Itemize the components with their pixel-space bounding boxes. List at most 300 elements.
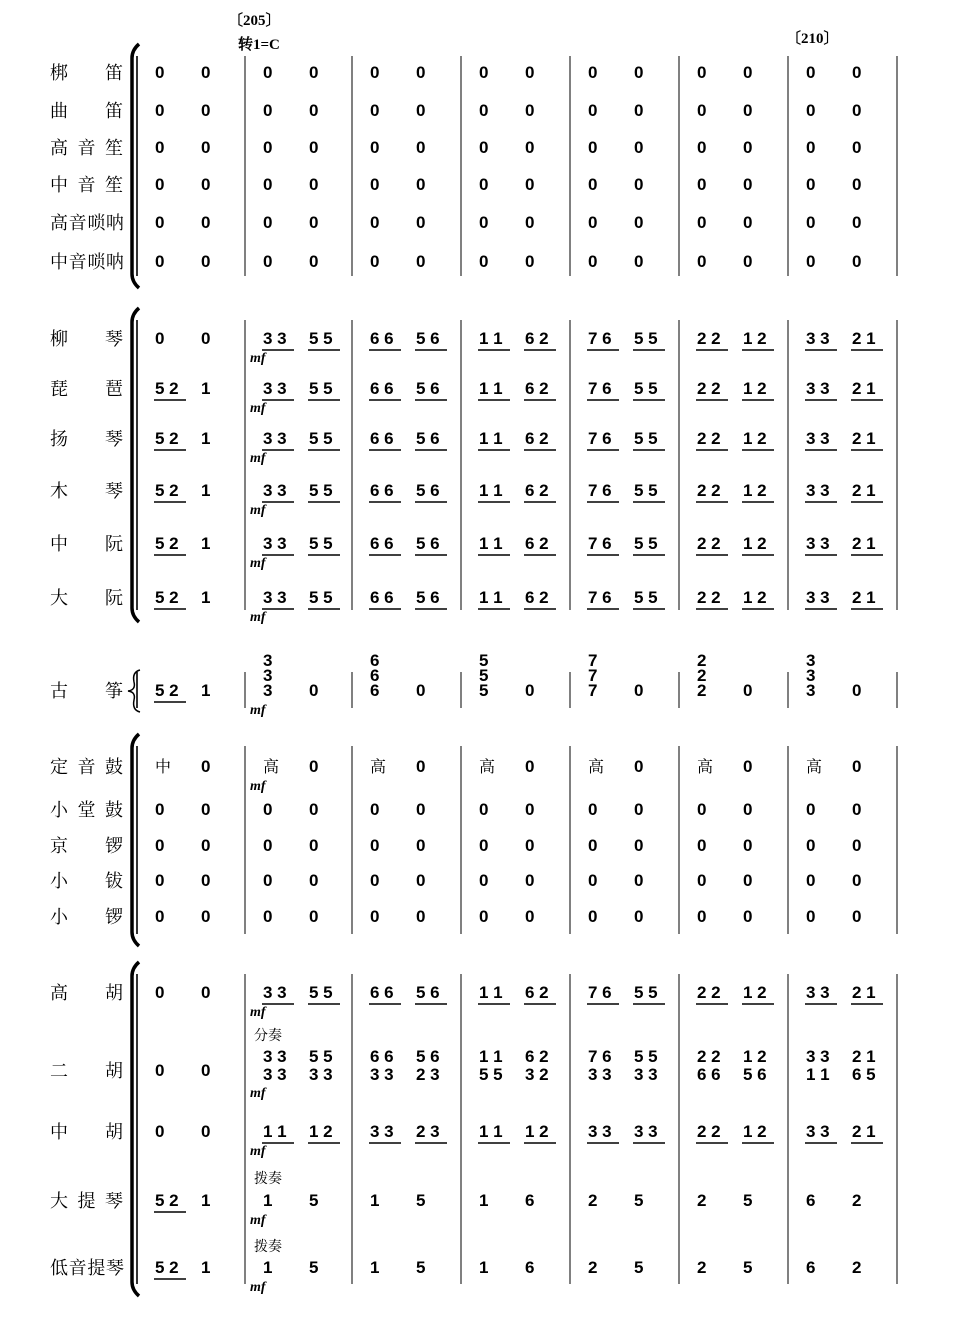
note-bangdi-13: 0 <box>852 63 862 82</box>
note-jingluo-4: 0 <box>370 836 380 855</box>
note-gaoyin-suona-10: 0 <box>697 213 707 232</box>
note-zhongyin-suona-12: 0 <box>806 252 816 271</box>
note-xiaoluo-12: 0 <box>806 907 816 926</box>
note-xiaobo-11: 0 <box>743 871 753 890</box>
note-bangdi-8: 0 <box>588 63 598 82</box>
note-gaoyin-sheng-10: 0 <box>697 138 707 157</box>
note-qudi-5: 0 <box>416 101 426 120</box>
note-pipa-3: 5 5 <box>309 379 333 398</box>
note-xiaotanggu-2: 0 <box>263 800 273 819</box>
note-zhongyin-sheng-6: 0 <box>479 175 489 194</box>
note-erhu-lower-13: 6 5 <box>852 1065 876 1084</box>
note-datiqin-11: 5 <box>743 1191 753 1210</box>
note-bangdi-7: 0 <box>525 63 535 82</box>
note-gaohu-8: 7 6 <box>588 983 612 1002</box>
note-gaoyin-sheng-7: 0 <box>525 138 535 157</box>
note-erhu-13: 2 1 <box>852 1047 876 1066</box>
chord-note-guzheng-6-1: 5 <box>479 666 489 685</box>
note-erhu-4: 6 6 <box>370 1047 394 1066</box>
note-pipa-1: 1 <box>201 379 211 398</box>
note-daruan-6: 1 1 <box>479 588 503 607</box>
note-erhu-8: 7 6 <box>588 1047 612 1066</box>
note-gaohu-9: 5 5 <box>634 983 658 1002</box>
instrument-name-gaoyin-suona: 高音唢呐 <box>50 213 124 233</box>
note-gaoyin-suona-1: 0 <box>201 213 211 232</box>
note-liuqin-7: 6 2 <box>525 329 549 348</box>
note-erhu-12: 3 3 <box>806 1047 830 1066</box>
chord-note-guzheng-8-0: 7 <box>588 651 598 670</box>
note-xiaoluo-11: 0 <box>743 907 753 926</box>
note-qudi-3: 0 <box>309 101 319 120</box>
note-daruan-2: 3 3 <box>263 588 287 607</box>
note-jingluo-13: 0 <box>852 836 862 855</box>
note-erhu-lower-8: 3 3 <box>588 1065 612 1084</box>
note-gaohu-4: 6 6 <box>370 983 394 1002</box>
note-zhongyin-suona-6: 0 <box>479 252 489 271</box>
note-diyin-tiqin-6: 1 <box>479 1258 489 1277</box>
note-pipa-7: 6 2 <box>525 379 549 398</box>
note-daruan-9: 5 5 <box>634 588 658 607</box>
note-gaoyin-suona-3: 0 <box>309 213 319 232</box>
note-datiqin-0: 5 2 <box>155 1191 179 1210</box>
note-diyin-tiqin-4: 1 <box>370 1258 380 1277</box>
note-xiaoluo-6: 0 <box>479 907 489 926</box>
note-muqin-11: 1 2 <box>743 481 767 500</box>
note-erhu-lower-6: 5 5 <box>479 1065 503 1084</box>
note-liuqin-6: 1 1 <box>479 329 503 348</box>
note-liuqin-0: 0 <box>155 329 165 348</box>
annotation-pizz-diyin-tiqin: 拨奏 <box>254 1240 282 1255</box>
note-xiaoluo-3: 0 <box>309 907 319 926</box>
note-pipa-0: 5 2 <box>155 379 179 398</box>
chord-note-guzheng-12-1: 3 <box>806 666 816 685</box>
note-muqin-6: 1 1 <box>479 481 503 500</box>
note-liuqin-9: 5 5 <box>634 329 658 348</box>
bracket-strings <box>132 962 139 1296</box>
note-dingyingu-7: 0 <box>525 757 535 776</box>
note-zhongyin-suona-8: 0 <box>588 252 598 271</box>
note-datiqin-4: 1 <box>370 1191 380 1210</box>
rehearsal-mark-210: 〔210〕 <box>786 31 839 47</box>
note-xiaotanggu-13: 0 <box>852 800 862 819</box>
instrument-name-xiaoluo: 小 锣 <box>50 907 124 927</box>
note-zhonghu-8: 3 3 <box>588 1122 612 1141</box>
note-zhongruan-12: 3 3 <box>806 534 830 553</box>
instrument-name-dingyingu: 定音鼓 <box>50 757 124 777</box>
note-liuqin-5: 5 6 <box>416 329 440 348</box>
note-zhongruan-10: 2 2 <box>697 534 721 553</box>
note-liuqin-4: 6 6 <box>370 329 394 348</box>
note-gaoyin-suona-7: 0 <box>525 213 535 232</box>
note-zhonghu-12: 3 3 <box>806 1122 830 1141</box>
note-zhongyin-sheng-0: 0 <box>155 175 165 194</box>
note-xiaoluo-2: 0 <box>263 907 273 926</box>
note-muqin-1: 1 <box>201 481 211 500</box>
note-zhongruan-6: 1 1 <box>479 534 503 553</box>
note-gaoyin-sheng-6: 0 <box>479 138 489 157</box>
note-zhongyin-suona-4: 0 <box>370 252 380 271</box>
note-xiaoluo-0: 0 <box>155 907 165 926</box>
note-gaoyin-sheng-9: 0 <box>634 138 644 157</box>
instrument-name-zhonghu: 中 胡 <box>50 1122 124 1142</box>
note-gaoyin-suona-2: 0 <box>263 213 273 232</box>
note-zhonghu-7: 1 2 <box>525 1122 549 1141</box>
note-daruan-10: 2 2 <box>697 588 721 607</box>
instrument-name-pipa: 琵 琶 <box>50 379 124 399</box>
note-bangdi-9: 0 <box>634 63 644 82</box>
note-diyin-tiqin-8: 2 <box>588 1258 598 1277</box>
note-dingyingu-13: 0 <box>852 757 862 776</box>
note-gaohu-13: 2 1 <box>852 983 876 1002</box>
note-gaohu-6: 1 1 <box>479 983 503 1002</box>
dynamic-mf-gaohu: mf <box>250 1005 266 1020</box>
note-liuqin-10: 2 2 <box>697 329 721 348</box>
note-muqin-3: 5 5 <box>309 481 333 500</box>
note-zhongyin-suona-2: 0 <box>263 252 273 271</box>
note-zhongyin-sheng-4: 0 <box>370 175 380 194</box>
dynamic-mf-pipa: mf <box>250 401 266 416</box>
note-xiaotanggu-8: 0 <box>588 800 598 819</box>
note-gaohu-10: 2 2 <box>697 983 721 1002</box>
note-gaohu-1: 0 <box>201 983 211 1002</box>
dynamic-mf-zhonghu: mf <box>250 1144 266 1159</box>
note-erhu-10: 2 2 <box>697 1047 721 1066</box>
note-datiqin-5: 5 <box>416 1191 426 1210</box>
note-muqin-5: 5 6 <box>416 481 440 500</box>
note-qudi-4: 0 <box>370 101 380 120</box>
note-zhongyin-suona-11: 0 <box>743 252 753 271</box>
note-gaoyin-sheng-4: 0 <box>370 138 380 157</box>
dynamic-mf-dingyingu: mf <box>250 779 266 794</box>
note-qudi-0: 0 <box>155 101 165 120</box>
note-diyin-tiqin-9: 5 <box>634 1258 644 1277</box>
note-zhonghu-5: 2 3 <box>416 1122 440 1141</box>
note-muqin-8: 7 6 <box>588 481 612 500</box>
note-muqin-4: 6 6 <box>370 481 394 500</box>
note-xiaobo-8: 0 <box>588 871 598 890</box>
note-zhongyin-sheng-11: 0 <box>743 175 753 194</box>
note-zhongyin-sheng-3: 0 <box>309 175 319 194</box>
note-bangdi-4: 0 <box>370 63 380 82</box>
note-xiaotanggu-5: 0 <box>416 800 426 819</box>
note-datiqin-12: 6 <box>806 1191 816 1210</box>
dynamic-mf-guzheng: mf <box>250 703 266 718</box>
note-datiqin-13: 2 <box>852 1191 862 1210</box>
note-gaoyin-suona-5: 0 <box>416 213 426 232</box>
note-pipa-8: 7 6 <box>588 379 612 398</box>
note-xiaobo-1: 0 <box>201 871 211 890</box>
note-xiaotanggu-4: 0 <box>370 800 380 819</box>
note-dingyingu-9: 0 <box>634 757 644 776</box>
instrument-name-zhongruan: 中 阮 <box>50 534 124 554</box>
note-dingyingu-1: 0 <box>201 757 211 776</box>
note-guzheng-6: 5 <box>479 681 489 700</box>
note-dingyingu-3: 0 <box>309 757 319 776</box>
note-qudi-8: 0 <box>588 101 598 120</box>
dynamic-mf-zhongruan: mf <box>250 556 266 571</box>
note-gaoyin-sheng-8: 0 <box>588 138 598 157</box>
note-liuqin-1: 0 <box>201 329 211 348</box>
note-guzheng-3: 0 <box>309 681 319 700</box>
note-datiqin-9: 5 <box>634 1191 644 1210</box>
note-gaohu-11: 1 2 <box>743 983 767 1002</box>
note-diyin-tiqin-12: 6 <box>806 1258 816 1277</box>
note-xiaobo-12: 0 <box>806 871 816 890</box>
note-daruan-13: 2 1 <box>852 588 876 607</box>
note-gaoyin-suona-11: 0 <box>743 213 753 232</box>
note-guzheng-13: 0 <box>852 681 862 700</box>
note-pipa-5: 5 6 <box>416 379 440 398</box>
note-zhongyin-sheng-5: 0 <box>416 175 426 194</box>
note-datiqin-7: 6 <box>525 1191 535 1210</box>
note-gaoyin-sheng-3: 0 <box>309 138 319 157</box>
note-gaohu-5: 5 6 <box>416 983 440 1002</box>
note-guzheng-8: 7 <box>588 681 598 700</box>
note-gaoyin-sheng-11: 0 <box>743 138 753 157</box>
note-jingluo-1: 0 <box>201 836 211 855</box>
note-zhonghu-11: 1 2 <box>743 1122 767 1141</box>
note-guzheng-10: 2 <box>697 681 707 700</box>
bracket-percussion <box>132 734 139 946</box>
note-erhu-lower-10: 6 6 <box>697 1065 721 1084</box>
note-liuqin-2: 3 3 <box>263 329 287 348</box>
note-zhongyin-suona-10: 0 <box>697 252 707 271</box>
note-diyin-tiqin-3: 5 <box>309 1258 319 1277</box>
instrument-name-diyin-tiqin: 低音提琴 <box>50 1258 124 1278</box>
note-xiaoluo-4: 0 <box>370 907 380 926</box>
note-xiaotanggu-10: 0 <box>697 800 707 819</box>
note-daruan-0: 5 2 <box>155 588 179 607</box>
note-datiqin-2: 1 <box>263 1191 273 1210</box>
note-xiaobo-10: 0 <box>697 871 707 890</box>
note-gaohu-0: 0 <box>155 983 165 1002</box>
note-liuqin-11: 1 2 <box>743 329 767 348</box>
note-liuqin-3: 5 5 <box>309 329 333 348</box>
dynamic-mf-daruan: mf <box>250 610 266 625</box>
note-zhongruan-4: 6 6 <box>370 534 394 553</box>
note-daruan-5: 5 6 <box>416 588 440 607</box>
note-qudi-11: 0 <box>743 101 753 120</box>
instrument-name-yangqin: 扬 琴 <box>50 429 124 449</box>
instrument-name-gaoyin-sheng: 高音笙 <box>50 138 124 158</box>
note-yangqin-7: 6 2 <box>525 429 549 448</box>
note-bangdi-6: 0 <box>479 63 489 82</box>
dynamic-mf-liuqin: mf <box>250 351 266 366</box>
note-zhongyin-suona-9: 0 <box>634 252 644 271</box>
note-jingluo-6: 0 <box>479 836 489 855</box>
note-gaoyin-suona-9: 0 <box>634 213 644 232</box>
note-muqin-2: 3 3 <box>263 481 287 500</box>
instrument-name-qudi: 曲 笛 <box>50 101 124 121</box>
dynamic-mf-diyin-tiqin: mf <box>250 1280 266 1295</box>
note-guzheng-0: 5 2 <box>155 681 179 700</box>
note-erhu-1: 0 <box>201 1061 211 1080</box>
instrument-name-daruan: 大 阮 <box>50 588 124 608</box>
chord-note-guzheng-2-1: 3 <box>263 666 273 685</box>
note-dingyingu-8: 高 <box>588 757 605 776</box>
dynamic-mf-yangqin: mf <box>250 451 266 466</box>
note-zhongruan-11: 1 2 <box>743 534 767 553</box>
key-change: 转1=C <box>238 37 280 53</box>
note-zhongyin-suona-0: 0 <box>155 252 165 271</box>
note-zhonghu-1: 0 <box>201 1122 211 1141</box>
note-dingyingu-0: 中 <box>155 757 172 776</box>
note-erhu-7: 6 2 <box>525 1047 549 1066</box>
instrument-name-liuqin: 柳 琴 <box>50 329 124 349</box>
note-yangqin-9: 5 5 <box>634 429 658 448</box>
note-pipa-10: 2 2 <box>697 379 721 398</box>
note-xiaotanggu-7: 0 <box>525 800 535 819</box>
note-zhongyin-sheng-13: 0 <box>852 175 862 194</box>
note-liuqin-13: 2 1 <box>852 329 876 348</box>
note-datiqin-6: 1 <box>479 1191 489 1210</box>
note-xiaobo-4: 0 <box>370 871 380 890</box>
instrument-name-zhongyin-suona: 中音唢呐 <box>50 252 124 272</box>
note-guzheng-11: 0 <box>743 681 753 700</box>
note-bangdi-2: 0 <box>263 63 273 82</box>
note-xiaobo-3: 0 <box>309 871 319 890</box>
dynamic-mf-erhu: mf <box>250 1086 266 1101</box>
note-pipa-13: 2 1 <box>852 379 876 398</box>
note-zhongyin-suona-13: 0 <box>852 252 862 271</box>
note-yangqin-4: 6 6 <box>370 429 394 448</box>
note-daruan-8: 7 6 <box>588 588 612 607</box>
note-daruan-7: 6 2 <box>525 588 549 607</box>
note-bangdi-0: 0 <box>155 63 165 82</box>
note-guzheng-2: 3 <box>263 681 273 700</box>
note-zhonghu-9: 3 3 <box>634 1122 658 1141</box>
chord-note-guzheng-8-1: 7 <box>588 666 598 685</box>
note-gaoyin-sheng-13: 0 <box>852 138 862 157</box>
note-yangqin-8: 7 6 <box>588 429 612 448</box>
note-gaohu-7: 6 2 <box>525 983 549 1002</box>
note-muqin-10: 2 2 <box>697 481 721 500</box>
note-erhu-lower-11: 5 6 <box>743 1065 767 1084</box>
note-zhongyin-sheng-12: 0 <box>806 175 816 194</box>
note-bangdi-10: 0 <box>697 63 707 82</box>
note-pipa-9: 5 5 <box>634 379 658 398</box>
note-erhu-2: 3 3 <box>263 1047 287 1066</box>
note-zhongruan-0: 5 2 <box>155 534 179 553</box>
chord-note-guzheng-10-0: 2 <box>697 651 707 670</box>
instrument-name-xiaobo: 小 钹 <box>50 871 124 891</box>
note-xiaotanggu-9: 0 <box>634 800 644 819</box>
note-diyin-tiqin-5: 5 <box>416 1258 426 1277</box>
note-jingluo-10: 0 <box>697 836 707 855</box>
note-bangdi-11: 0 <box>743 63 753 82</box>
chord-note-guzheng-12-0: 3 <box>806 651 816 670</box>
note-xiaotanggu-12: 0 <box>806 800 816 819</box>
note-zhongruan-2: 3 3 <box>263 534 287 553</box>
note-zhongyin-suona-5: 0 <box>416 252 426 271</box>
note-dingyingu-4: 高 <box>370 757 387 776</box>
note-guzheng-5: 0 <box>416 681 426 700</box>
note-xiaobo-2: 0 <box>263 871 273 890</box>
note-pipa-12: 3 3 <box>806 379 830 398</box>
note-zhongruan-8: 7 6 <box>588 534 612 553</box>
note-zhonghu-4: 3 3 <box>370 1122 394 1141</box>
note-erhu-0: 0 <box>155 1061 165 1080</box>
note-gaoyin-sheng-5: 0 <box>416 138 426 157</box>
note-gaoyin-suona-0: 0 <box>155 213 165 232</box>
note-diyin-tiqin-11: 5 <box>743 1258 753 1277</box>
bracket-winds <box>132 44 139 288</box>
note-gaoyin-sheng-0: 0 <box>155 138 165 157</box>
note-jingluo-7: 0 <box>525 836 535 855</box>
note-zhongyin-sheng-2: 0 <box>263 175 273 194</box>
note-datiqin-1: 1 <box>201 1191 211 1210</box>
note-gaoyin-sheng-1: 0 <box>201 138 211 157</box>
chord-note-guzheng-6-0: 5 <box>479 651 489 670</box>
note-pipa-6: 1 1 <box>479 379 503 398</box>
note-zhonghu-3: 1 2 <box>309 1122 333 1141</box>
note-muqin-12: 3 3 <box>806 481 830 500</box>
note-diyin-tiqin-1: 1 <box>201 1258 211 1277</box>
note-dingyingu-2: 高 <box>263 757 280 776</box>
note-diyin-tiqin-2: 1 <box>263 1258 273 1277</box>
note-zhongyin-sheng-1: 0 <box>201 175 211 194</box>
note-zhongyin-sheng-7: 0 <box>525 175 535 194</box>
note-qudi-2: 0 <box>263 101 273 120</box>
note-gaoyin-suona-8: 0 <box>588 213 598 232</box>
note-xiaotanggu-3: 0 <box>309 800 319 819</box>
instrument-name-muqin: 木 琴 <box>50 481 124 501</box>
note-liuqin-8: 7 6 <box>588 329 612 348</box>
note-jingluo-2: 0 <box>263 836 273 855</box>
note-xiaobo-6: 0 <box>479 871 489 890</box>
note-zhongyin-sheng-8: 0 <box>588 175 598 194</box>
note-guzheng-12: 3 <box>806 681 816 700</box>
note-zhongyin-sheng-10: 0 <box>697 175 707 194</box>
chord-note-guzheng-10-1: 2 <box>697 666 707 685</box>
note-erhu-lower-3: 3 3 <box>309 1065 333 1084</box>
note-xiaotanggu-6: 0 <box>479 800 489 819</box>
note-diyin-tiqin-13: 2 <box>852 1258 862 1277</box>
note-dingyingu-5: 0 <box>416 757 426 776</box>
note-qudi-13: 0 <box>852 101 862 120</box>
note-yangqin-10: 2 2 <box>697 429 721 448</box>
note-yangqin-5: 5 6 <box>416 429 440 448</box>
note-guzheng-7: 0 <box>525 681 535 700</box>
note-muqin-9: 5 5 <box>634 481 658 500</box>
note-daruan-11: 1 2 <box>743 588 767 607</box>
note-muqin-13: 2 1 <box>852 481 876 500</box>
instrument-name-xiaotanggu: 小堂鼓 <box>50 800 124 820</box>
instrument-name-gaohu: 高 胡 <box>50 983 124 1003</box>
note-yangqin-1: 1 <box>201 429 211 448</box>
note-xiaobo-9: 0 <box>634 871 644 890</box>
note-xiaobo-5: 0 <box>416 871 426 890</box>
note-zhongyin-suona-3: 0 <box>309 252 319 271</box>
note-gaoyin-suona-6: 0 <box>479 213 489 232</box>
note-xiaoluo-7: 0 <box>525 907 535 926</box>
note-erhu-3: 5 5 <box>309 1047 333 1066</box>
note-yangqin-2: 3 3 <box>263 429 287 448</box>
note-erhu-lower-2: 3 3 <box>263 1065 287 1084</box>
note-xiaobo-0: 0 <box>155 871 165 890</box>
note-xiaoluo-9: 0 <box>634 907 644 926</box>
note-gaoyin-suona-12: 0 <box>806 213 816 232</box>
note-yangqin-13: 2 1 <box>852 429 876 448</box>
note-datiqin-8: 2 <box>588 1191 598 1210</box>
note-jingluo-12: 0 <box>806 836 816 855</box>
note-erhu-5: 5 6 <box>416 1047 440 1066</box>
annotation-pizz-datiqin: 拨奏 <box>254 1172 282 1187</box>
note-dingyingu-11: 0 <box>743 757 753 776</box>
chord-note-guzheng-2-0: 3 <box>263 651 273 670</box>
bracket-plucked <box>132 308 139 622</box>
note-zhonghu-10: 2 2 <box>697 1122 721 1141</box>
